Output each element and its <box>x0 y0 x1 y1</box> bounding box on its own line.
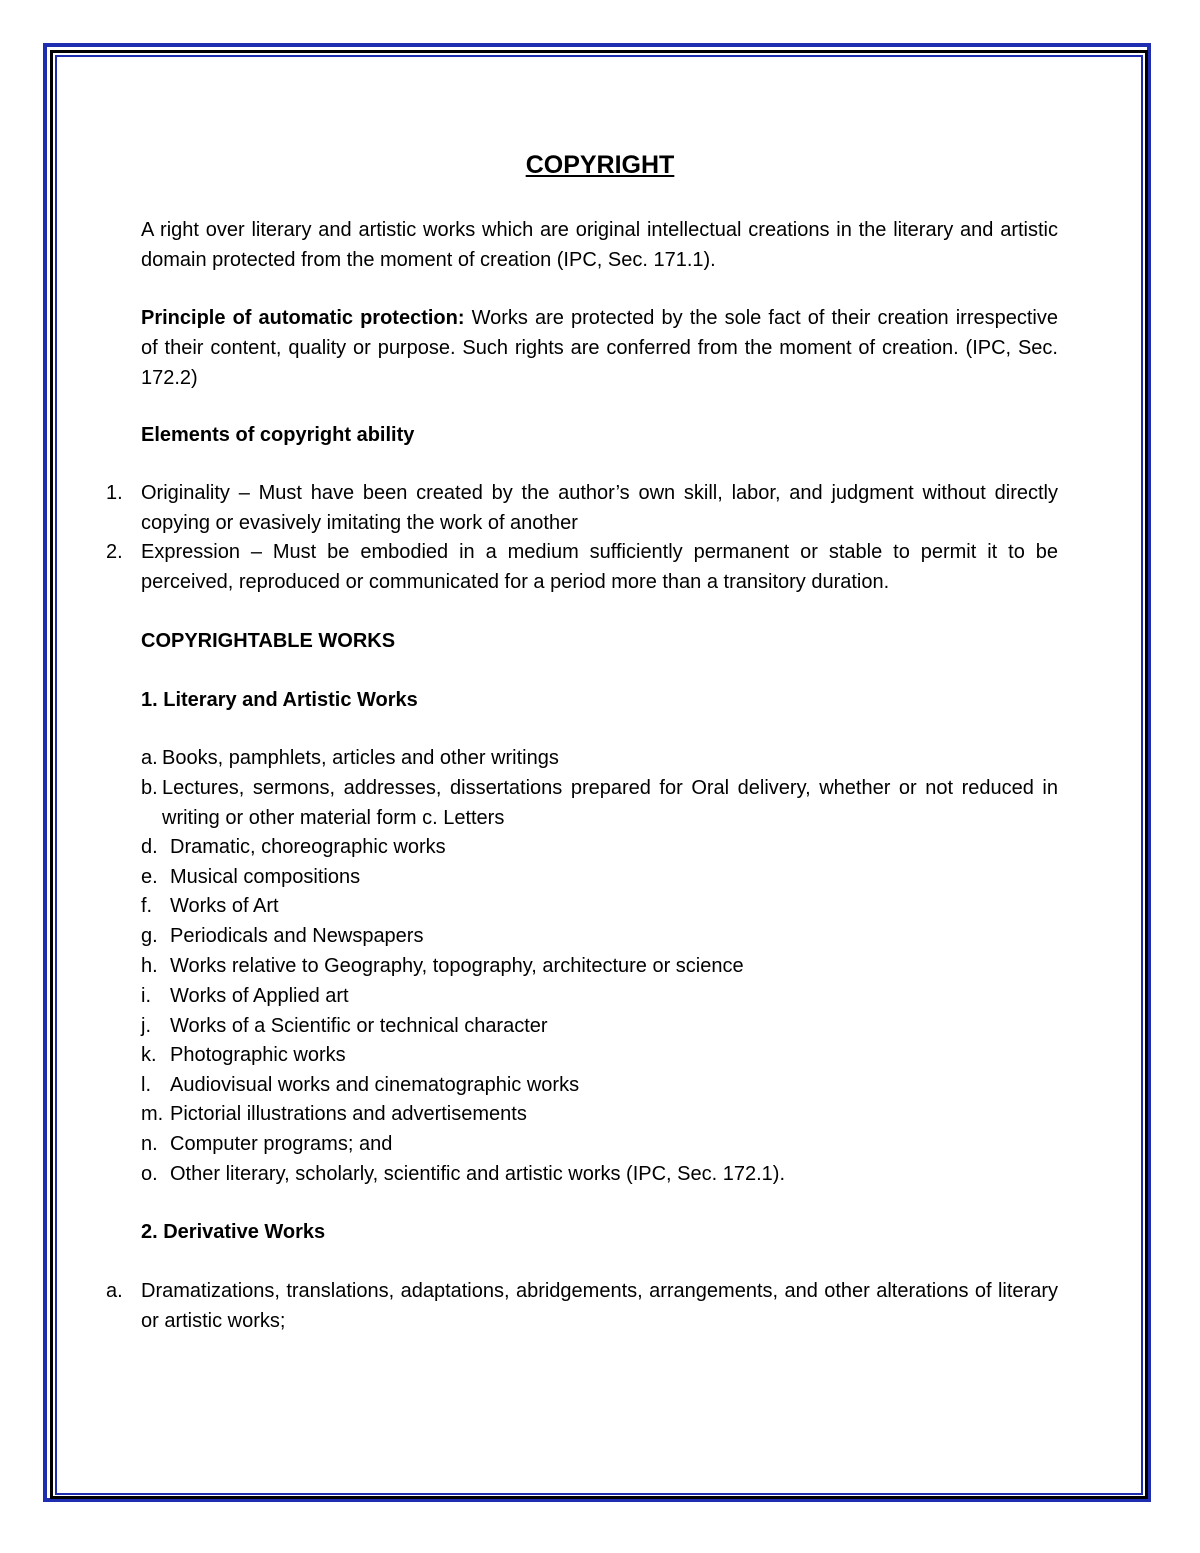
list-item-letter: d. <box>141 836 158 858</box>
derivative-item: Dramatizations, translations, adaptations, abridgements, arrangements, and other alterations of literary or artistic works; <box>141 1280 1058 1332</box>
works-heading: COPYRIGHTABLE WORKS <box>141 630 396 652</box>
list-item-letter: o. <box>141 1163 158 1185</box>
list-item: Computer programs; and <box>170 1133 393 1155</box>
list-item-letter: i. <box>141 985 151 1007</box>
list-item-letter: m. <box>141 1103 164 1125</box>
element-item: Expression – Must be embodied in a medium sufficiently permanent or stable to permit it to be perceived, reproduced or communicated for a period more than a transitory duration. <box>141 541 1058 593</box>
element-number: 1. <box>106 482 123 504</box>
principle-text: Works are protected by the sole fact of their creation irrespective of their content, quality or purpose. Such rights are conferred from the moment of creation. (IPC, Sec. 172.2) <box>141 307 1058 389</box>
page-title: COPYRIGHT <box>525 151 675 179</box>
principle-label: Principle of automatic protection: <box>141 307 465 329</box>
list-item: Books, pamphlets, articles and other writings <box>162 747 559 769</box>
list-item: Dramatic, choreographic works <box>170 836 446 858</box>
list-item: Pictorial illustrations and advertisements <box>170 1103 527 1125</box>
list-item: Musical compositions <box>170 866 361 888</box>
literary-heading: 1. Literary and Artistic Works <box>141 689 418 711</box>
list-item-letter: e. <box>141 866 158 888</box>
list-item: Photographic works <box>170 1044 346 1066</box>
element-item: Originality – Must have been created by the author’s own skill, labor, and judgment without directly copying or evasively imitating the work of another <box>141 482 1058 534</box>
elements-heading: Elements of copyright ability <box>141 424 415 446</box>
list-item-letter: n. <box>141 1133 158 1155</box>
list-item: Other literary, scholarly, scientific and artistic works (IPC, Sec. 172.1). <box>170 1163 786 1185</box>
list-item: Works of Applied art <box>170 985 349 1007</box>
list-item-letter: k. <box>141 1044 157 1066</box>
list-item-letter: b. <box>141 777 158 799</box>
list-item-letter: a. <box>141 747 158 769</box>
list-item: Lectures, sermons, addresses, dissertations prepared for Oral delivery, whether or not reduced in writing or other material form c. Letters <box>162 777 1058 829</box>
list-item-letter: h. <box>141 955 158 977</box>
list-item: Periodicals and Newspapers <box>170 925 424 947</box>
list-item: Works of a Scientific or technical character <box>170 1015 548 1037</box>
derivative-heading: 2. Derivative Works <box>141 1221 326 1243</box>
element-number: 2. <box>106 541 123 563</box>
list-item: Audiovisual works and cinematographic works <box>170 1074 580 1096</box>
list-item-letter: g. <box>141 925 158 947</box>
list-item-letter: j. <box>141 1015 151 1037</box>
list-item: Works of Art <box>170 895 279 917</box>
list-item: Works relative to Geography, topography, architecture or science <box>170 955 744 977</box>
list-item-letter: f. <box>141 895 153 917</box>
definition-paragraph: A right over literary and artistic works which are original intellectual creations in the literary and artistic domain protected from the moment of creation (IPC, Sec. 171.1). <box>141 219 1058 271</box>
principle-paragraph <box>141 303 1058 393</box>
list-item-letter: l. <box>141 1074 151 1096</box>
derivative-item-letter: a. <box>106 1280 123 1302</box>
